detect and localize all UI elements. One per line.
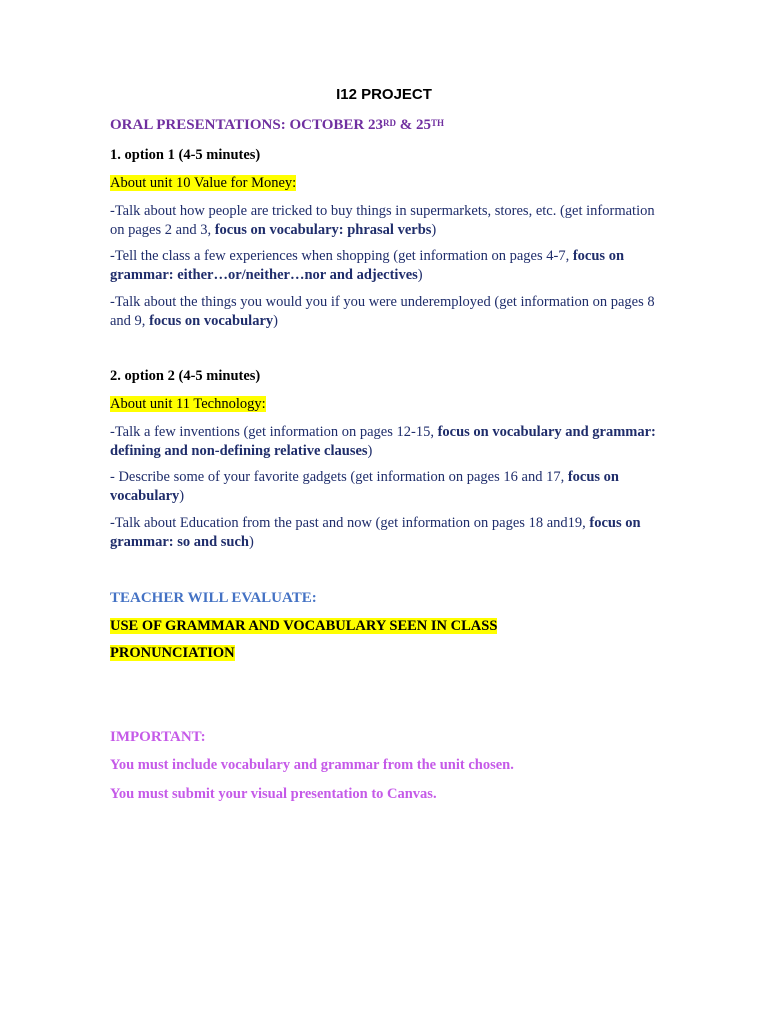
option1-item1-text: -Talk about how people are tricked to buy things in supermarkets, stores, etc. (get information on pages 2 and 3, xyxy=(110,203,655,238)
option2-item3-end: ) xyxy=(248,533,254,550)
option1-item1 xyxy=(110,202,670,239)
option1-item2-end: ) xyxy=(417,266,423,283)
option2-item1 xyxy=(110,423,670,460)
option2-unit-label: About unit 11 Technology: xyxy=(110,396,266,412)
oral-heading-amp: & 25 xyxy=(395,117,431,133)
teacher-evaluate-heading: TEACHER WILL EVALUATE: xyxy=(110,590,317,606)
oral-presentations-heading xyxy=(110,116,670,135)
evaluate-point-pronunciation xyxy=(110,644,670,663)
option2-item2-bold: focus on vocabulary xyxy=(110,469,619,504)
option2-item1-bold: focus on vocabulary and grammar: defining and non-defining relative clauses xyxy=(110,424,656,459)
option1-item3 xyxy=(110,293,670,330)
evaluate-point1-text: USE OF GRAMMAR AND VOCABULARY SEEN IN CLASS xyxy=(110,618,498,634)
option1-item1-bold: focus on vocabulary: phrasal verbs xyxy=(214,221,432,238)
option2-item3-bold: focus on grammar: so and such xyxy=(110,515,641,550)
option1-item2-text: -Tell the class a few experiences when shopping (get information on pages 4-7, xyxy=(110,248,573,264)
evaluate-point-grammar xyxy=(110,617,670,636)
option2-item2-end: ) xyxy=(179,487,185,504)
option2-item3 xyxy=(110,514,670,551)
important-heading: IMPORTANT: xyxy=(110,729,206,745)
oral-heading-sup2: TH xyxy=(430,118,444,128)
option2-item2-text: - Describe some of your favorite gadgets (get information on pages 16 and 17, xyxy=(110,469,568,485)
option1-item3-text: -Talk about the things you would you if you were underemployed (get information on pages 8 and 9, xyxy=(110,294,655,329)
option1-item1-end: ) xyxy=(431,221,437,238)
option2-unit xyxy=(110,395,670,414)
important-line2: You must submit your visual presentation to Canvas. xyxy=(110,786,437,802)
important-line1: You must include vocabulary and grammar from the unit chosen. xyxy=(110,757,514,773)
option2-item3-text: -Talk about Education from the past and now (get information on pages 18 and19, xyxy=(110,515,590,531)
oral-heading-text: ORAL PRESENTATIONS: OCTOBER 23 xyxy=(110,117,383,133)
option1-item2-bold: focus on grammar: either…or/neither…nor and adjectives xyxy=(110,248,625,283)
option1-unit-label: About unit 10 Value for Money: xyxy=(110,175,297,191)
document-title: I12 PROJECT xyxy=(336,86,432,103)
oral-heading-sup1: RD xyxy=(382,118,396,128)
option1-item3-bold: focus on vocabulary xyxy=(149,312,274,329)
option2-item2 xyxy=(110,468,670,505)
option2-heading: 2. option 2 (4-5 minutes) xyxy=(110,368,261,384)
option1-unit xyxy=(110,174,670,193)
option2-item1-end: ) xyxy=(367,442,373,459)
option1-heading: 1. option 1 (4-5 minutes) xyxy=(110,147,261,163)
option1-item3-end: ) xyxy=(273,312,278,329)
option1-item2 xyxy=(110,247,670,284)
evaluate-point2-text: PRONUNCIATION xyxy=(110,645,235,661)
option2-item1-text: -Talk a few inventions (get information on pages 12-15, xyxy=(110,424,438,440)
